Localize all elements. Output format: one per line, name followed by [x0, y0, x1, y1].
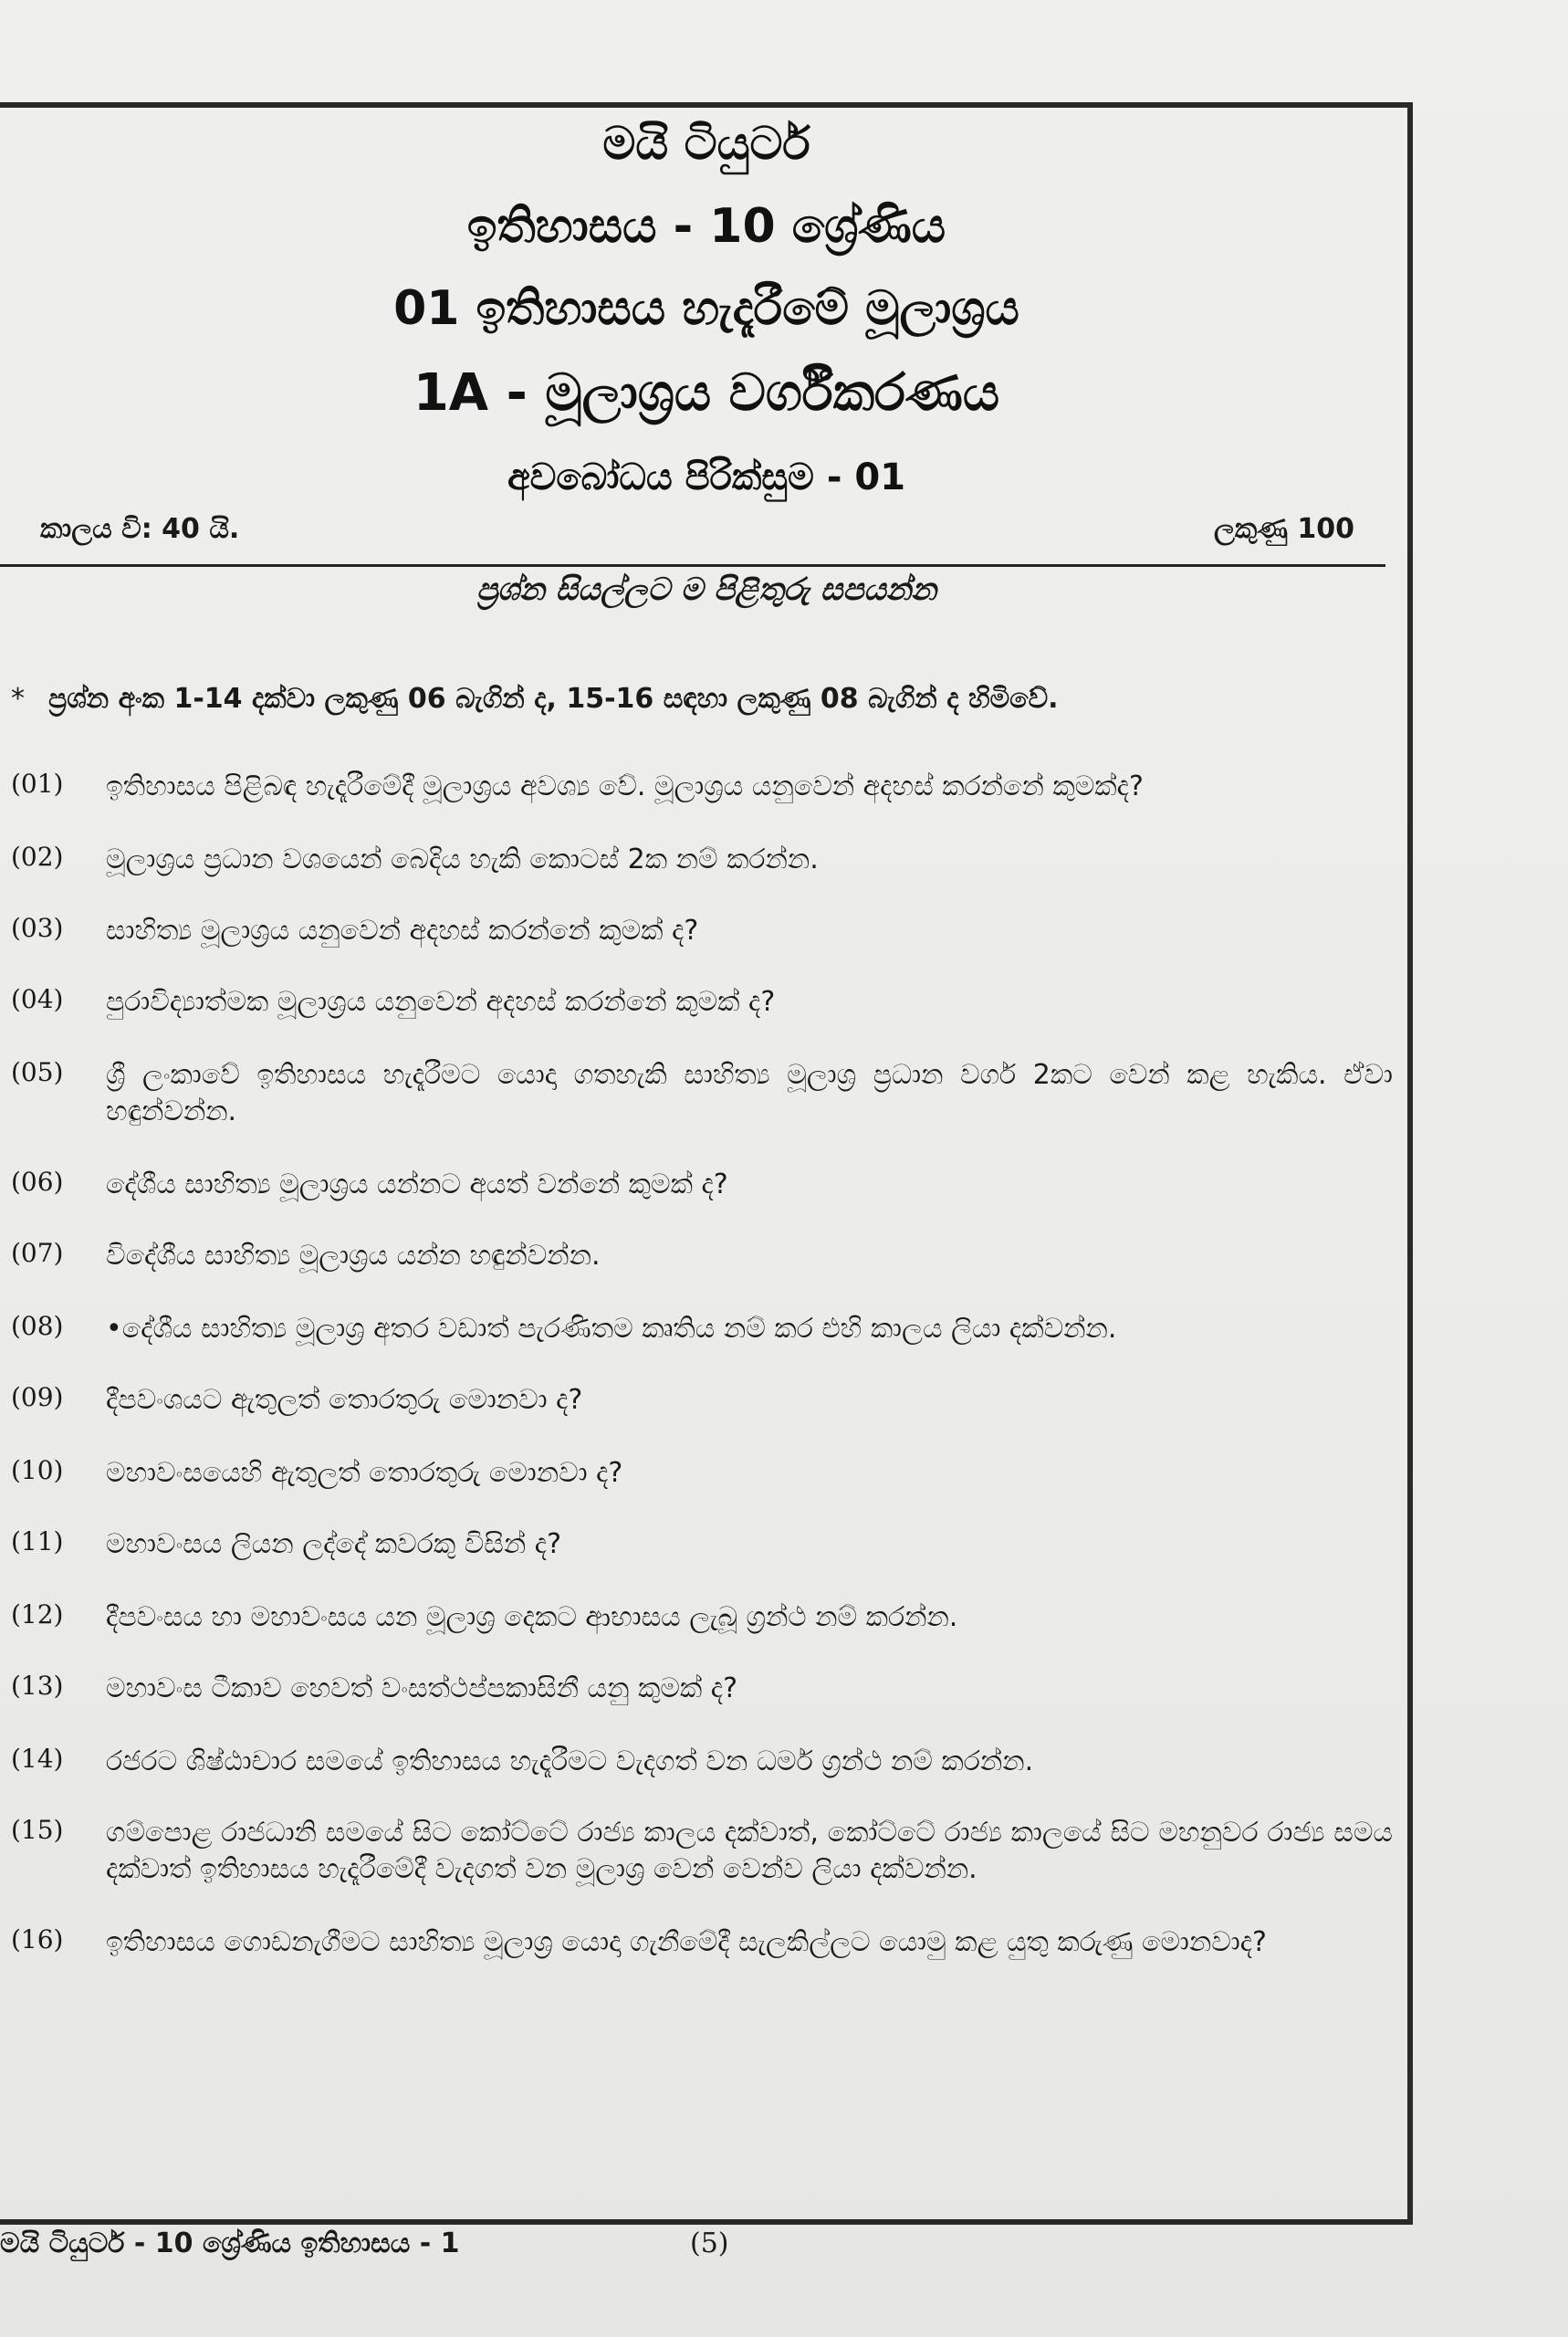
footer-title: මයි ටියුටර් - 10 ශ්‍රේණිය ඉතිහාසය - 1	[0, 2227, 460, 2259]
question-text: දීපවංසය හා මහාවංසය යන මූලාශ්‍ර දෙකට ආභාසය ලැබූ ග්‍රන්ථ නම් කරන්න.	[106, 1601, 958, 1633]
chapter-title: 01 ඉතිහාසය හැදෑරීමේ මූලාශ්‍රය	[393, 281, 1019, 336]
question-number: (08)	[11, 1311, 64, 1341]
question-number: (11)	[11, 1526, 64, 1556]
marks-note-text: ප්‍රශ්න අංක 1-14 දක්වා ලකුණු 06 බැගින් ද, 15-16 සඳහා ලකුණු 08 බැගින් ද හිමිවේ.	[48, 683, 1059, 715]
question-text: මහාවංස ටීකාව හෙවත් වංසත්ථප්පකාසිනී යනු කුමක් ද?	[106, 1672, 738, 1704]
header-divider	[0, 564, 1385, 567]
question-text: මහාවංසයෙහි ඇතුලත් තොරතුරු මොනවා ද?	[106, 1457, 623, 1489]
question-number: (07)	[11, 1238, 64, 1268]
question-text: රජරට ශිෂ්ඨාචාර සමයේ ඉතිහාසය හැදෑරීමට වැදගත් වන ධර්ම ග්‍රන්ථ නම් කරන්න.	[106, 1745, 1034, 1777]
question-text: මූලාශ්‍රය ප්‍රධාන වශයෙන් බෙදිය හැකි කොටස් 2ක නම් කරන්න.	[106, 844, 819, 875]
question-number: (01)	[11, 769, 64, 799]
question-number: (09)	[11, 1382, 64, 1412]
question-text: දීපවංශයට ඇතුලත් තොරතුරු මොනවා ද?	[106, 1384, 583, 1416]
question-number: (15)	[11, 1815, 64, 1845]
question-text: පුරාවිද්‍යාත්මක මූලාශ්‍රය යනුවෙන් අදහස් කරන්නේ කුමක් ද?	[106, 986, 776, 1018]
test-title: අවබෝධය පිරික්සුම - 01	[507, 456, 906, 498]
question-text: ඉතිහාසය ගොඩනැගීමට සාහිත්‍ය මූලාශ්‍ර යොදා ගැනීමේදී සැලකිල්ලට යොමු කළ යුතු කරුණු මොනවාද?	[106, 1926, 1267, 1958]
question-number: (14)	[11, 1744, 64, 1774]
section-title: 1A - මූලාශ්‍රය වර්ගීකරණය	[413, 363, 1000, 423]
instruction-answer-all: ප්‍රශ්න සියල්ලට ම පිළිතුරු සපයන්න	[476, 571, 937, 608]
question-text: •දේශීය සාහිත්‍ය මූලාශ්‍ර අතර වඩාත් පැරණිතම කෘතිය නම් කර එහි කාලය ලියා දක්වන්න.	[106, 1313, 1117, 1345]
publisher-title: මයි ටියුටර්	[602, 117, 810, 170]
question-text: මහාවංසය ලියන ලද්දේ කවරකු විසින් ද?	[106, 1528, 561, 1560]
asterisk-mark: *	[11, 683, 25, 715]
question-number: (12)	[11, 1599, 64, 1630]
question-number: (13)	[11, 1671, 64, 1701]
question-text: ගම්පොළ රාජධානි සමයේ සිට කෝට්ටේ රාජ්‍ය කාලය දක්වාත්, කෝට්ටේ රාජ්‍ය කාලයේ සිට මහනුවර රාජ්‍ය සමය දක්වාත් ඉතිහාසය හැදෑරීමේදී වැදගත් වන මූලාශ්‍ර වෙන් වෙන්ව ලියා දක්වන්න.	[106, 1817, 1393, 1885]
question-text: ඉතිහාසය පිළිබඳ හැදෑරීමේදී මූලාශ්‍රය අවශ්‍ය වේ. මූලාශ්‍රය යනුවෙන් අදහස් කරන්නේ කුමක්ද?	[106, 770, 1144, 802]
marks-note	[11, 683, 1059, 715]
question-text: ශ්‍රී ලංකාවේ ඉතිහාසය හැදෑරීමට යොදා ගතහැකි සාහිත්‍ය මූලාශ්‍ර ප්‍රධාන වර්ග 2කට වෙන් කළ හැකිය. ඒවා හඳුන්වන්න.	[106, 1059, 1393, 1127]
question-text: දේශීය සාහිත්‍ය මූලාශ්‍රය යන්නට අයත් වන්නේ කුමක් ද?	[106, 1168, 728, 1200]
question-number: (05)	[11, 1057, 64, 1087]
question-number: (16)	[11, 1924, 64, 1954]
question-number: (06)	[11, 1167, 64, 1197]
question-text: සාහිත්‍ය මූලාශ්‍රය යනුවෙන් අදහස් කරන්නේ කුමක් ද?	[106, 915, 699, 947]
total-marks: ලකුණු 100	[1214, 513, 1355, 545]
question-number: (10)	[11, 1455, 64, 1485]
question-text: විදේශීය සාහිත්‍ය මූලාශ්‍රය යන්න හඳුන්වන්න.	[106, 1240, 601, 1272]
subject-grade-title: ඉතිහාසය - 10 ශ්‍රේණිය	[466, 199, 946, 254]
question-number: (03)	[11, 913, 64, 943]
time-allowed: කාලය වි: 40 යි.	[40, 513, 240, 545]
page-number: (5)	[690, 2227, 729, 2259]
question-number: (02)	[11, 842, 64, 872]
question-number: (04)	[11, 984, 64, 1014]
